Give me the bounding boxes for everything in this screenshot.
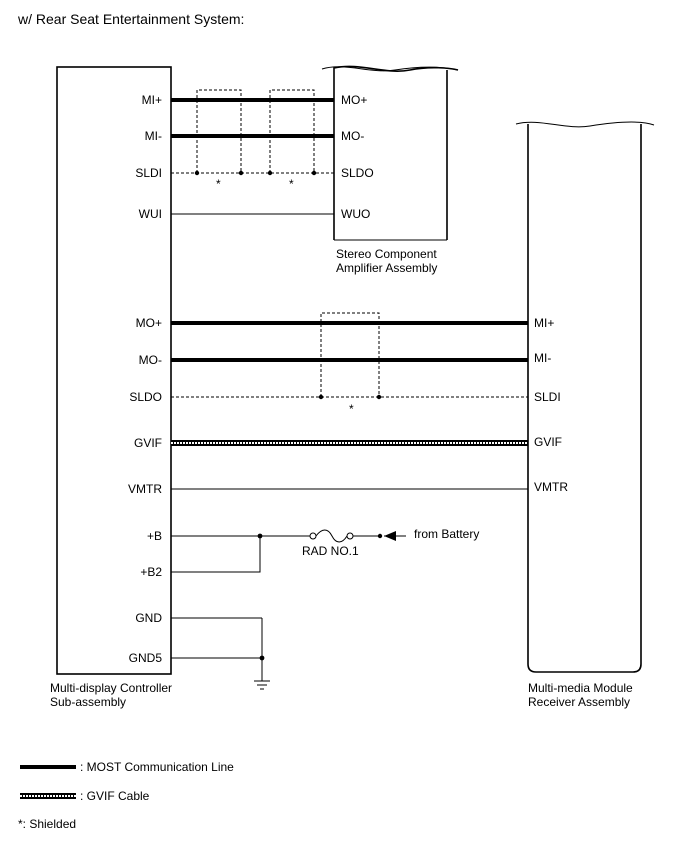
controller-label-line2: Sub-assembly [50, 695, 127, 709]
pin-receiver-mi-plus: MI+ [534, 316, 555, 330]
shield-upper-1 [197, 90, 241, 173]
shield-mark-2: * [289, 177, 294, 191]
splice-node [258, 534, 263, 539]
amplifier-label-line1: Stereo Component [336, 247, 437, 261]
pin-amplifier-sldo: SLDO [341, 166, 374, 180]
pin-receiver-sldi: SLDI [534, 390, 561, 404]
shield-mark-1: * [216, 177, 221, 191]
pin-controller-sldi: SLDI [135, 166, 162, 180]
legend-gvif-label: : GVIF Cable [80, 789, 150, 803]
splice-node [260, 656, 265, 661]
pin-controller-mi-minus: MI- [144, 129, 162, 143]
controller-box [57, 67, 171, 674]
pin-controller-vmtr: VMTR [128, 482, 162, 496]
pin-controller-gnd: GND [135, 611, 162, 625]
shield-node [195, 171, 199, 175]
shield-node [239, 171, 243, 175]
pin-controller-mo-minus: MO- [138, 353, 162, 367]
battery-node [378, 534, 382, 538]
shield-lower [321, 313, 379, 397]
shield-upper-2 [270, 90, 314, 173]
pin-receiver-mi-minus: MI- [534, 351, 552, 365]
pin-controller-wui: WUI [138, 207, 162, 221]
pin-receiver-vmtr: VMTR [534, 480, 568, 494]
fuse-terminal [347, 533, 353, 539]
controller-label-line1: Multi-display Controller [50, 681, 173, 695]
pin-controller-b2: +B2 [140, 565, 162, 579]
pin-controller-b: +B [146, 529, 162, 543]
fuse-label: RAD NO.1 [302, 544, 359, 558]
battery-label: from Battery [414, 527, 480, 541]
shield-node [319, 395, 323, 399]
pin-amplifier-wuo: WUO [341, 207, 371, 221]
pin-controller-mo-plus: MO+ [135, 316, 162, 330]
pin-controller-sldo: SLDO [129, 390, 162, 404]
shield-mark-3: * [349, 402, 354, 416]
pin-amplifier-mo-minus: MO- [341, 129, 365, 143]
amplifier-label-line2: Amplifier Assembly [336, 261, 438, 275]
diagram-title: w/ Rear Seat Entertainment System: [18, 11, 245, 27]
pin-amplifier-mo-plus: MO+ [341, 93, 368, 107]
pin-controller-gvif: GVIF [133, 436, 162, 450]
pin-controller-gnd5: GND5 [128, 651, 162, 665]
fuse-terminal [310, 533, 316, 539]
shield-node [268, 171, 272, 175]
legend-most-label: : MOST Communication Line [80, 760, 234, 774]
receiver-label-line2: Receiver Assembly [528, 695, 631, 709]
pin-receiver-gvif: GVIF [534, 435, 563, 449]
shield-node [312, 171, 316, 175]
pin-controller-mi-plus: MI+ [141, 93, 162, 107]
fuse-symbol [316, 530, 347, 542]
shield-node [377, 395, 381, 399]
battery-arrow-icon [384, 531, 396, 541]
ground-icon [254, 681, 270, 689]
wire-b2 [171, 536, 260, 572]
legend-shielded-label: *: Shielded [18, 817, 77, 831]
receiver-label-line1: Multi-media Module [528, 681, 633, 695]
